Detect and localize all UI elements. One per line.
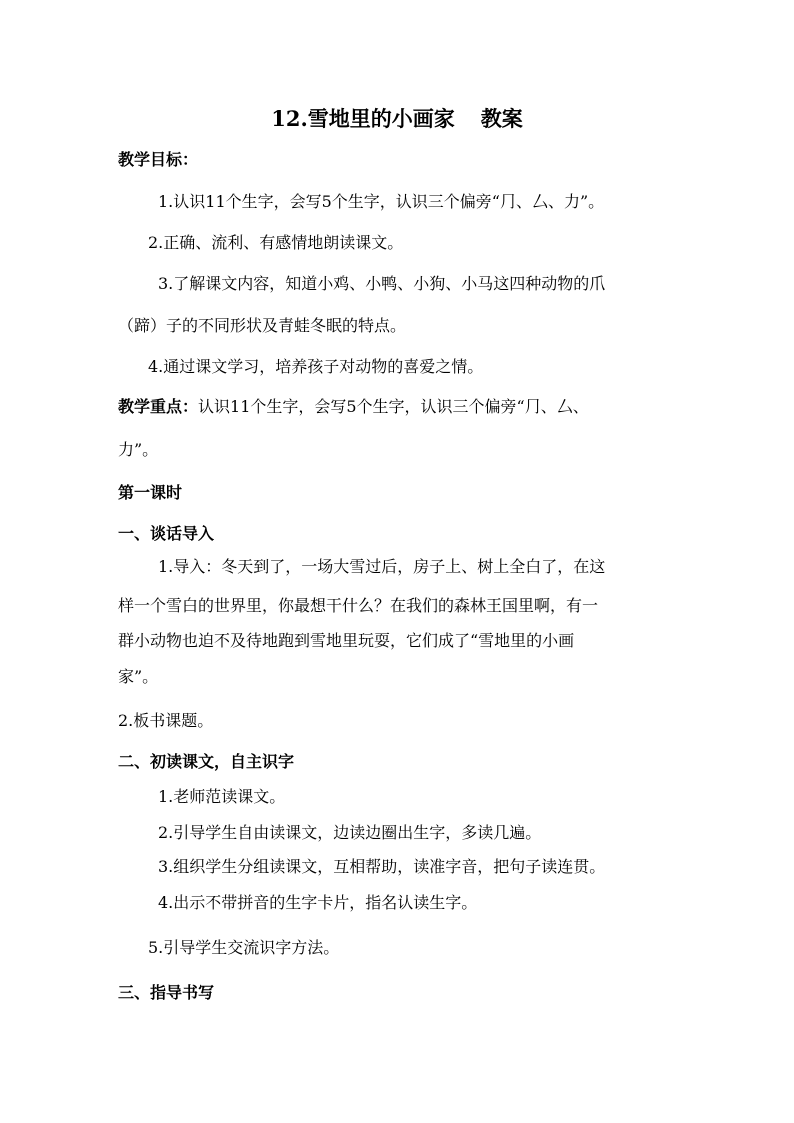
lesson-heading: 第一课时 — [118, 483, 183, 502]
section-heading-reading: 二、初读课文，自主识字 — [118, 752, 295, 771]
section-heading-intro: 一、谈话导入 — [118, 524, 215, 543]
reading-item: 5.引导学生交流识字方法。 — [148, 938, 340, 957]
objective-item: 4.通过课文学习，培养孩子对动物的喜爱之情。 — [148, 357, 484, 376]
objective-item: 2.正确、流利、有感情地朗读课文。 — [148, 233, 404, 252]
intro-paragraph-line: 1.导入：冬天到了，一场大雪过后，房子上、树上全白了，在这 — [158, 557, 606, 576]
section-heading-writing: 三、指导书写 — [118, 983, 215, 1002]
reading-item: 2.引导学生自由读课文，边读边圈出生字，多读几遍。 — [158, 823, 542, 842]
document-title — [0, 106, 794, 132]
key-points-label: 教学重点： — [118, 397, 199, 416]
objectives-heading: 教学目标： — [118, 150, 199, 169]
key-points-text: 认识11个生字，会写5个生字，认识三个偏旁“⺆、厶、 — [198, 397, 589, 416]
title-suffix: 教案 — [480, 106, 523, 131]
objective-item: 1.认识11个生字，会写5个生字，认识三个偏旁“⺆、厶、力”。 — [158, 192, 605, 211]
objective-item: 3.了解课文内容，知道小鸡、小鸭、小狗、小马这四种动物的爪 — [158, 274, 606, 293]
reading-item: 1.老师范读课文。 — [158, 787, 286, 806]
key-points-continuation: 力”。 — [118, 440, 159, 459]
intro-paragraph-line: 家”。 — [118, 667, 159, 686]
reading-item: 3.组织学生分组读课文，互相帮助，读准字音，把句子读连贯。 — [158, 857, 606, 876]
objective-item-continuation: （蹄）子的不同形状及青蛙冬眠的特点。 — [118, 316, 407, 335]
key-points — [118, 397, 589, 417]
title-main: 12.雪地里的小画家 — [271, 106, 455, 131]
reading-item: 4.出示不带拼音的生字卡片，指名认读生字。 — [158, 893, 478, 912]
intro-item-2: 2.板书课题。 — [118, 711, 214, 730]
intro-paragraph-line: 样一个雪白的世界里，你最想干什么？在我们的森林王国里啊，有一 — [118, 596, 599, 615]
intro-paragraph-line: 群小动物也迫不及待地跑到雪地里玩耍，它们成了“雪地里的小画 — [118, 631, 575, 650]
